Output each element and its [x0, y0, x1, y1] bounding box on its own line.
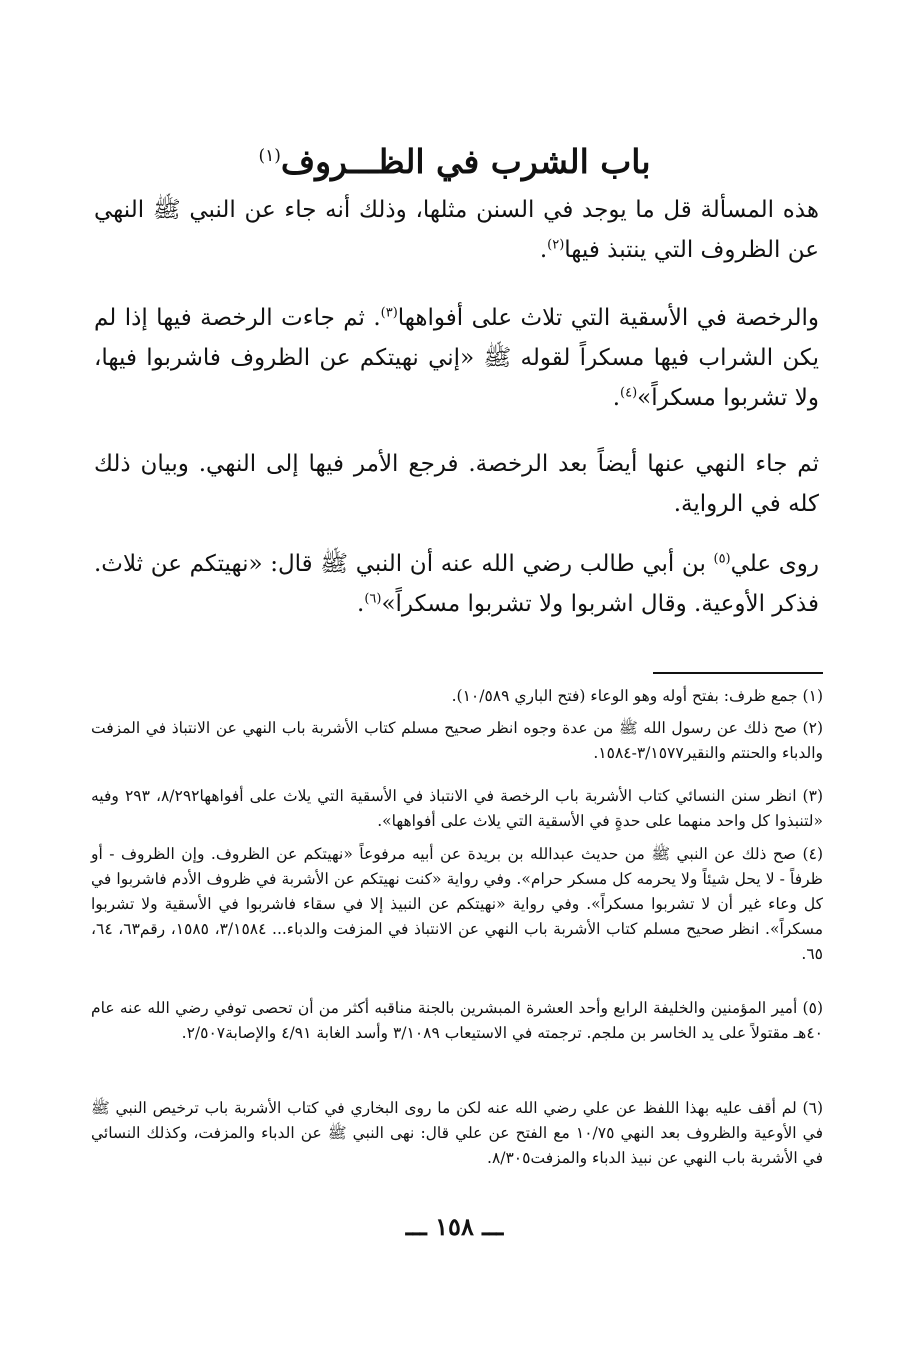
chapter-title: [0, 128, 909, 190]
paragraph-4-tail: بن أبي طالب رضي الله عنه أن النبي ﷺ قال: «نهيتكم عن ثلاث. فذكر الأوعية. وقال اشربوا ولا تشربوا مسكراً»: [94, 551, 819, 617]
footnote-4: (٤) صح ذلك عن النبي ﷺ من حديث عبدالله بن بريدة عن أبيه مرفوعاً «نهيتكم عن الظروف. وإن الظروف - أو ظرفاً - لا يحل شيئاً ولا يحرمه كل مسكر حرام». وفي رواية «كنت نهيتكم عن الأشربة في ظروف الأدم فاشربوا في كل وعاء غير أن لا تشربوا مسكراً». وفي رواية «نهيتكم عن النبيذ إلا في سقاء فاشربوا في الأسقية ولا تشربوا مسكراً». انظر صحيح مسلم كتاب الأشربة باب النهي عن الانتباذ في المزفت والدباء... ٣/١٥٨٤، ١٥٨٥، رقم٦٣، ٦٤، ٦٥.: [91, 845, 823, 963]
paragraph-2-end: .: [612, 385, 621, 411]
footnote-ref-2: (٢): [547, 237, 565, 253]
chapter-title-footnote-ref: (١): [258, 146, 281, 166]
footnote-5: (٥) أمير المؤمنين والخليفة الرابع وأحد العشرة المبشرين بالجنة مناقبه أكثر من أن تحصى توفي رضي الله عنه عام ٤٠هـ مقتولاً على يد الخاسر بن ملجم. ترجمته في الاستيعاب ٣/١٠٨٩ وأسد الغابة ٤/٩١ والإصابة٢/٥٠٧.: [91, 999, 823, 1042]
chapter-title-text: باب الشرب في الظـــروف: [280, 142, 651, 181]
footnote-ref-5: (٥): [713, 551, 731, 567]
paragraph-2: [94, 298, 819, 418]
paragraph-4: [94, 544, 819, 624]
paragraph-4-end: .: [357, 591, 365, 617]
paragraph-1: [94, 190, 819, 270]
footnote-ref-6: (٦): [364, 591, 382, 607]
paragraph-4-text: روى علي: [730, 551, 819, 577]
footnote-ref-3: (٣): [380, 305, 398, 321]
footnote-divider: [653, 672, 823, 674]
paragraph-2-text: والرخصة في الأسقية التي تلاث على أفواهها: [397, 305, 819, 331]
paragraph-3: [94, 444, 819, 524]
paragraph-3-text: ثم جاء النهي عنها أيضاً بعد الرخصة. فرجع الأمر فيها إلى النهي. وبيان ذلك كله في الرواية.: [94, 451, 819, 517]
footnote-1: (١) جمع ظرف: بفتح أوله وهو الوعاء (فتح الباري ١٠/٥٨٩).: [451, 687, 823, 705]
footnote-6: (٦) لم أقف عليه بهذا اللفظ عن علي رضي الله عنه لكن ما روى البخاري في كتاب الأشربة باب ترخيص النبي ﷺ في الأوعية والظروف بعد النهي ١٠/٧٥ مع الفتح عن علي قال: نهى النبي ﷺ عن الدباء والمزفت، وكذلك النسائي في الأشربة باب النهي عن نبيذ الدباء والمزفت٨/٣٠٥.: [91, 1099, 823, 1167]
footnote-2: (٢) صح ذلك عن رسول الله ﷺ من عدة وجوه انظر صحيح مسلم كتاب الأشربة باب النهي عن الانتباذ في المزفت والدباء والحنتم والنقير٣/١٥٧٧-١٥٨٤.: [91, 719, 823, 762]
footnote-3: (٣) انظر سنن النسائي كتاب الأشربة باب الرخصة في الانتباذ في الأسقية التي يلاث على أفواهها٨/٢٩٢، ٢٩٣ وفيه «لتنبذوا كل واحد منهما على حدةٍ في الأسقية التي يلاث على أفواهها».: [91, 787, 823, 830]
paragraph-1-text: هذه المسألة قل ما يوجد في السنن مثلها، وذلك أنه جاء عن النبي ﷺ النهي عن الظروف التي ينتبذ فيها: [94, 197, 819, 263]
paragraph-2-tail: . ثم جاءت الرخصة فيها إذا لم يكن الشراب فيها مسكراً لقوله ﷺ «إني نهيتكم عن الظروف فاشربوا فيها، ولا تشربوا مسكراً»: [94, 305, 819, 411]
paragraph-1-tail: .: [539, 237, 548, 263]
page-number: ـــ ١٥٨ ـــ: [405, 1212, 504, 1241]
footnote-ref-4: (٤): [620, 385, 638, 401]
